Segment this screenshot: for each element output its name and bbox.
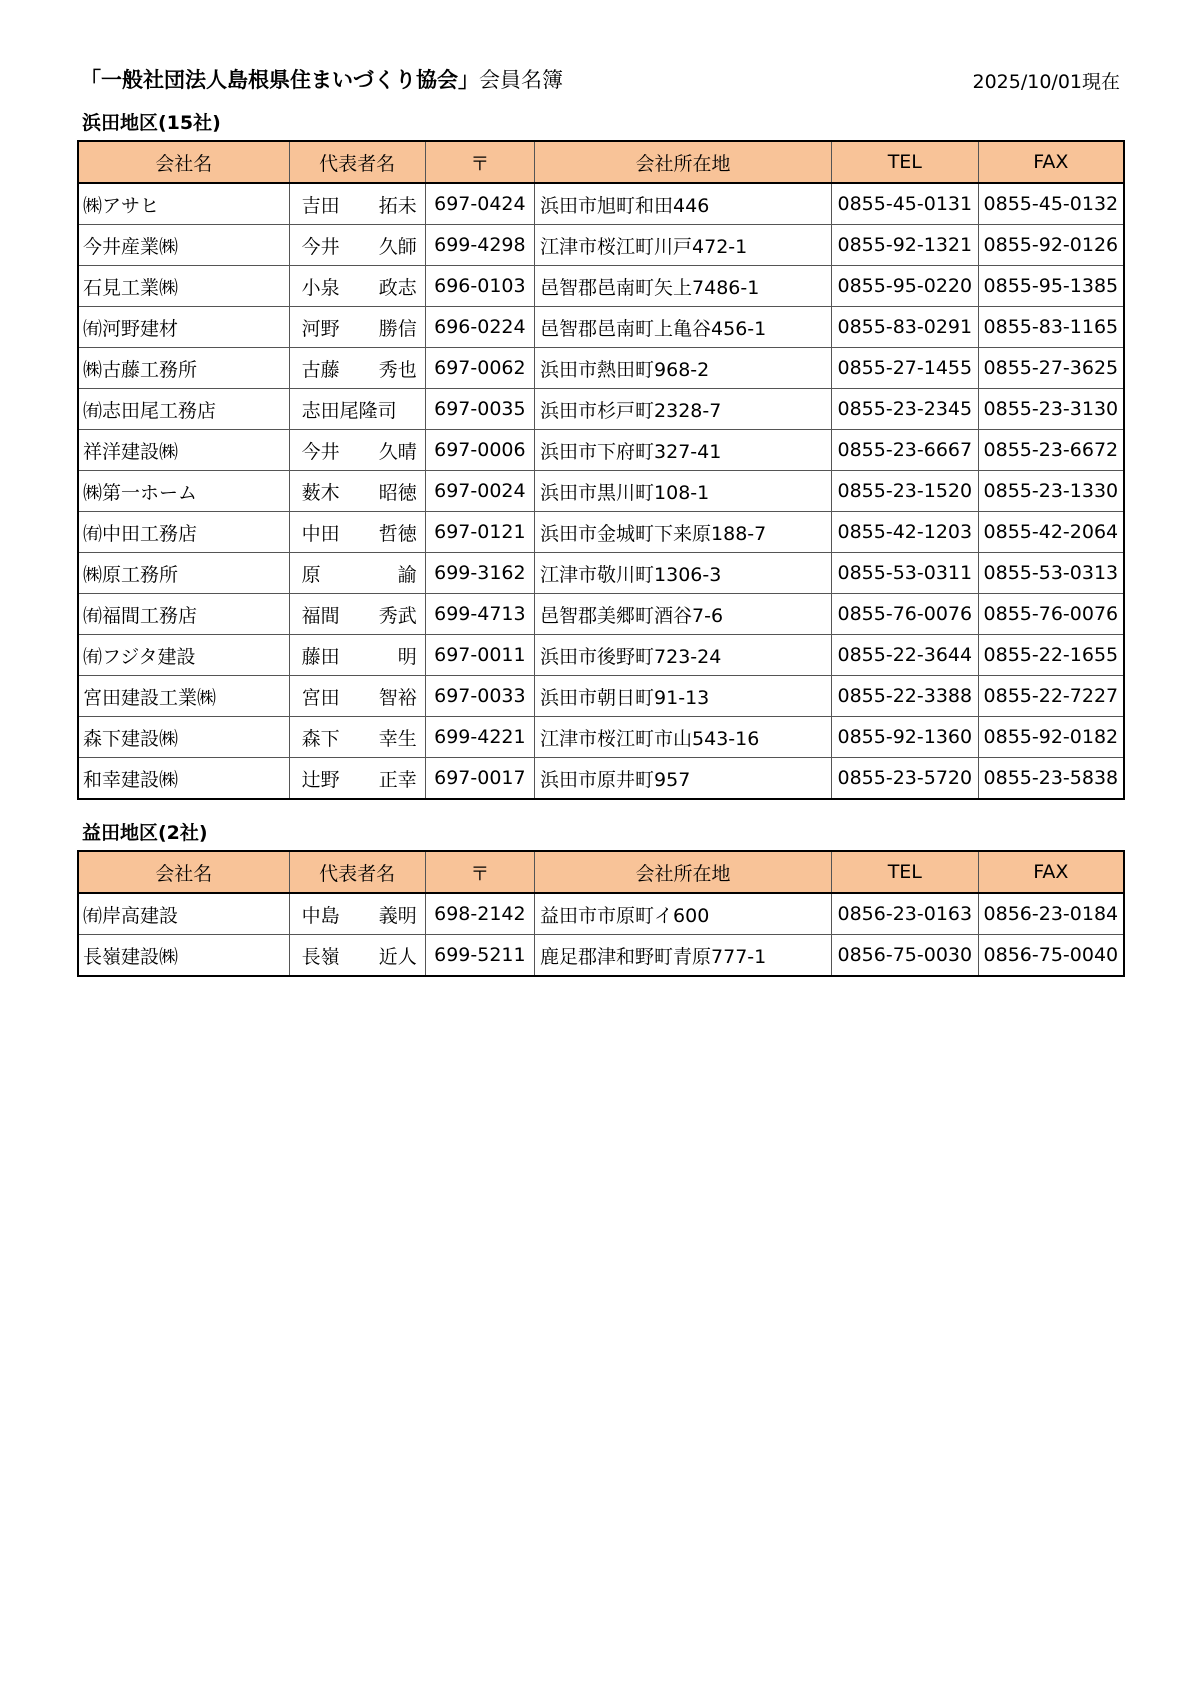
- representative-first-name: 昭徳: [378, 481, 417, 504]
- table-row: [78, 758, 1124, 800]
- company-name-cell: ㈲中田工務店: [78, 512, 289, 553]
- fax-cell: 0855-22-7227: [978, 676, 1124, 717]
- representative-cell: [289, 717, 425, 758]
- postal-code-cell: 697-0033: [425, 676, 534, 717]
- tel-cell: 0855-76-0076: [831, 594, 978, 635]
- company-name-cell: 森下建設㈱: [78, 717, 289, 758]
- table-row: [78, 225, 1124, 266]
- representative-cell: [289, 225, 425, 266]
- representative-first-name: 明: [397, 645, 417, 668]
- column-header-address: 会社所在地: [535, 851, 832, 893]
- representative-name: [302, 724, 417, 751]
- table-row: [78, 266, 1124, 307]
- representative-last-name: 中島: [301, 904, 340, 927]
- table-row: [78, 635, 1124, 676]
- column-header-address: 会社所在地: [535, 141, 832, 183]
- postal-code-cell: 697-0011: [425, 635, 534, 676]
- representative-cell: [289, 676, 425, 717]
- company-name-cell: 今井産業㈱: [78, 225, 289, 266]
- representative-cell: [289, 893, 425, 935]
- tel-cell: 0855-23-2345: [831, 389, 978, 430]
- fax-cell: 0855-95-1385: [978, 266, 1124, 307]
- representative-last-name: 福間: [301, 604, 340, 627]
- fax-cell: 0855-23-3130: [978, 389, 1124, 430]
- company-name-cell: 和幸建設㈱: [78, 758, 289, 800]
- section-title-masuda: 益田地区(2社): [82, 822, 208, 844]
- table-row: [78, 676, 1124, 717]
- tel-cell: 0855-92-1360: [831, 717, 978, 758]
- address-cell: 邑智郡邑南町上亀谷456-1: [535, 307, 832, 348]
- fax-cell: 0855-76-0076: [978, 594, 1124, 635]
- representative-last-name: 辻野: [301, 768, 340, 791]
- representative-name: [302, 560, 417, 587]
- table-row: [78, 348, 1124, 389]
- company-name-cell: ㈲志田尾工務店: [78, 389, 289, 430]
- document-date: 2025/10/01現在: [972, 71, 1120, 93]
- representative-last-name: 吉田: [301, 194, 340, 217]
- table-body: [78, 893, 1124, 976]
- representative-last-name: 河野: [301, 317, 340, 340]
- company-name-cell: ㈱第一ホーム: [78, 471, 289, 512]
- address-cell: 浜田市旭町和田446: [535, 183, 832, 225]
- column-header-fax: FAX: [978, 851, 1124, 893]
- column-header-zip: 〒: [425, 851, 534, 893]
- column-header-zip: 〒: [425, 141, 534, 183]
- representative-cell: [289, 553, 425, 594]
- representative-first-name: 哲徳: [378, 522, 417, 545]
- representative-last-name: 志田尾隆司: [301, 399, 397, 422]
- representative-cell: [289, 512, 425, 553]
- tel-cell: 0855-22-3388: [831, 676, 978, 717]
- table-row: [78, 512, 1124, 553]
- representative-last-name: 中田: [301, 522, 340, 545]
- column-header-tel: TEL: [831, 141, 978, 183]
- representative-last-name: 宮田: [301, 686, 340, 709]
- postal-code-cell: 697-0424: [425, 183, 534, 225]
- representative-name: [302, 942, 417, 969]
- tel-cell: 0855-27-1455: [831, 348, 978, 389]
- fax-cell: 0856-23-0184: [978, 893, 1124, 935]
- table-row: [78, 594, 1124, 635]
- representative-first-name: 秀武: [378, 604, 417, 627]
- representative-first-name: 幸生: [378, 727, 417, 750]
- representative-first-name: 近人: [378, 945, 417, 968]
- representative-cell: [289, 266, 425, 307]
- column-header-company: 会社名: [78, 851, 289, 893]
- address-cell: 浜田市黒川町108-1: [535, 471, 832, 512]
- postal-code-cell: 697-0035: [425, 389, 534, 430]
- address-cell: 江津市桜江町川戸472-1: [535, 225, 832, 266]
- representative-name: [302, 683, 417, 710]
- fax-cell: 0855-92-0182: [978, 717, 1124, 758]
- representative-last-name: 藤田: [301, 645, 340, 668]
- address-cell: 江津市敬川町1306-3: [535, 553, 832, 594]
- representative-cell: [289, 594, 425, 635]
- representative-last-name: 今井: [301, 440, 340, 463]
- table-row: [78, 893, 1124, 935]
- representative-first-name: 勝信: [378, 317, 417, 340]
- fax-cell: 0855-92-0126: [978, 225, 1124, 266]
- representative-cell: [289, 758, 425, 800]
- representative-name: [302, 765, 417, 792]
- representative-first-name: 政志: [378, 276, 417, 299]
- document-title-suffix: 会員名簿: [479, 68, 563, 92]
- table-row: [78, 430, 1124, 471]
- address-cell: 邑智郡美郷町酒谷7-6: [535, 594, 832, 635]
- representative-name: [302, 314, 417, 341]
- representative-last-name: 古藤: [301, 358, 340, 381]
- column-header-fax: FAX: [978, 141, 1124, 183]
- representative-name: [302, 273, 417, 300]
- representative-name: [302, 355, 417, 382]
- representative-name: [302, 601, 417, 628]
- table-row: [78, 389, 1124, 430]
- company-name-cell: 宮田建設工業㈱: [78, 676, 289, 717]
- representative-last-name: 長嶺: [301, 945, 340, 968]
- postal-code-cell: 697-0062: [425, 348, 534, 389]
- address-cell: 浜田市原井町957: [535, 758, 832, 800]
- table-row: [78, 935, 1124, 977]
- tel-cell: 0856-23-0163: [831, 893, 978, 935]
- postal-code-cell: 696-0224: [425, 307, 534, 348]
- representative-cell: [289, 635, 425, 676]
- tel-cell: 0855-95-0220: [831, 266, 978, 307]
- table-header-row: [78, 141, 1124, 183]
- column-header-representative: 代表者名: [289, 141, 425, 183]
- address-cell: 鹿足郡津和野町青原777-1: [535, 935, 832, 977]
- postal-code-cell: 699-4713: [425, 594, 534, 635]
- address-cell: 浜田市金城町下来原188-7: [535, 512, 832, 553]
- member-table-hamada: [77, 140, 1125, 800]
- column-header-company: 会社名: [78, 141, 289, 183]
- postal-code-cell: 697-0024: [425, 471, 534, 512]
- postal-code-cell: 696-0103: [425, 266, 534, 307]
- fax-cell: 0855-22-1655: [978, 635, 1124, 676]
- address-cell: 浜田市杉戸町2328-7: [535, 389, 832, 430]
- fax-cell: 0855-53-0313: [978, 553, 1124, 594]
- company-name-cell: ㈲岸高建設: [78, 893, 289, 935]
- representative-last-name: 薮木: [301, 481, 340, 504]
- table-row: [78, 307, 1124, 348]
- postal-code-cell: 698-2142: [425, 893, 534, 935]
- postal-code-cell: 697-0017: [425, 758, 534, 800]
- tel-cell: 0855-22-3644: [831, 635, 978, 676]
- address-cell: 江津市桜江町市山543-16: [535, 717, 832, 758]
- tel-cell: 0855-23-6667: [831, 430, 978, 471]
- table-row: [78, 183, 1124, 225]
- representative-last-name: 森下: [301, 727, 340, 750]
- postal-code-cell: 699-4298: [425, 225, 534, 266]
- tel-cell: 0855-53-0311: [831, 553, 978, 594]
- fax-cell: 0855-83-1165: [978, 307, 1124, 348]
- document-title: [80, 64, 563, 94]
- postal-code-cell: 697-0121: [425, 512, 534, 553]
- representative-cell: [289, 348, 425, 389]
- fax-cell: 0855-27-3625: [978, 348, 1124, 389]
- member-table-masuda: [77, 850, 1125, 977]
- address-cell: 浜田市下府町327-41: [535, 430, 832, 471]
- address-cell: 浜田市朝日町91-13: [535, 676, 832, 717]
- company-name-cell: ㈱アサヒ: [78, 183, 289, 225]
- representative-cell: [289, 430, 425, 471]
- representative-name: [302, 901, 417, 928]
- table-header-row: [78, 851, 1124, 893]
- fax-cell: 0855-23-6672: [978, 430, 1124, 471]
- fax-cell: 0856-75-0040: [978, 935, 1124, 977]
- tel-cell: 0855-23-1520: [831, 471, 978, 512]
- representative-cell: [289, 307, 425, 348]
- tel-cell: 0856-75-0030: [831, 935, 978, 977]
- representative-name: [302, 642, 417, 669]
- representative-first-name: 諭: [397, 563, 417, 586]
- representative-cell: [289, 183, 425, 225]
- representative-name: [302, 478, 417, 505]
- representative-last-name: 今井: [301, 235, 340, 258]
- representative-name: [302, 232, 417, 259]
- company-name-cell: ㈱古藤工務所: [78, 348, 289, 389]
- fax-cell: 0855-42-2064: [978, 512, 1124, 553]
- representative-first-name: 智裕: [378, 686, 417, 709]
- address-cell: 邑智郡邑南町矢上7486-1: [535, 266, 832, 307]
- address-cell: 浜田市後野町723-24: [535, 635, 832, 676]
- company-name-cell: 祥洋建設㈱: [78, 430, 289, 471]
- representative-first-name: 久師: [378, 235, 417, 258]
- company-name-cell: 石見工業㈱: [78, 266, 289, 307]
- representative-first-name: 正幸: [378, 768, 417, 791]
- representative-first-name: 久晴: [378, 440, 417, 463]
- section-title-hamada: 浜田地区(15社): [82, 112, 221, 134]
- postal-code-cell: 697-0006: [425, 430, 534, 471]
- company-name-cell: ㈱原工務所: [78, 553, 289, 594]
- postal-code-cell: 699-5211: [425, 935, 534, 977]
- address-cell: 浜田市熱田町968-2: [535, 348, 832, 389]
- representative-cell: [289, 389, 425, 430]
- tel-cell: 0855-23-5720: [831, 758, 978, 800]
- representative-name: [302, 437, 417, 464]
- representative-first-name: 秀也: [378, 358, 417, 381]
- tel-cell: 0855-92-1321: [831, 225, 978, 266]
- fax-cell: 0855-23-1330: [978, 471, 1124, 512]
- fax-cell: 0855-45-0132: [978, 183, 1124, 225]
- representative-name: [302, 519, 417, 546]
- representative-last-name: 原: [301, 563, 321, 586]
- representative-first-name: 義明: [378, 904, 417, 927]
- table-row: [78, 553, 1124, 594]
- column-header-representative: 代表者名: [289, 851, 425, 893]
- company-name-cell: 長嶺建設㈱: [78, 935, 289, 977]
- company-name-cell: ㈲福間工務店: [78, 594, 289, 635]
- fax-cell: 0855-23-5838: [978, 758, 1124, 800]
- representative-first-name: 拓未: [378, 194, 417, 217]
- column-header-tel: TEL: [831, 851, 978, 893]
- tel-cell: 0855-42-1203: [831, 512, 978, 553]
- table-body: [78, 183, 1124, 799]
- postal-code-cell: 699-4221: [425, 717, 534, 758]
- tel-cell: 0855-83-0291: [831, 307, 978, 348]
- representative-cell: [289, 935, 425, 977]
- representative-name: [302, 396, 417, 423]
- postal-code-cell: 699-3162: [425, 553, 534, 594]
- tel-cell: 0855-45-0131: [831, 183, 978, 225]
- company-name-cell: ㈲フジタ建設: [78, 635, 289, 676]
- representative-last-name: 小泉: [301, 276, 340, 299]
- document-title-main: 「一般社団法人島根県住まいづくり協会」: [80, 68, 479, 92]
- table-row: [78, 717, 1124, 758]
- company-name-cell: ㈲河野建材: [78, 307, 289, 348]
- representative-name: [302, 191, 417, 218]
- table-row: [78, 471, 1124, 512]
- representative-cell: [289, 471, 425, 512]
- address-cell: 益田市市原町イ600: [535, 893, 832, 935]
